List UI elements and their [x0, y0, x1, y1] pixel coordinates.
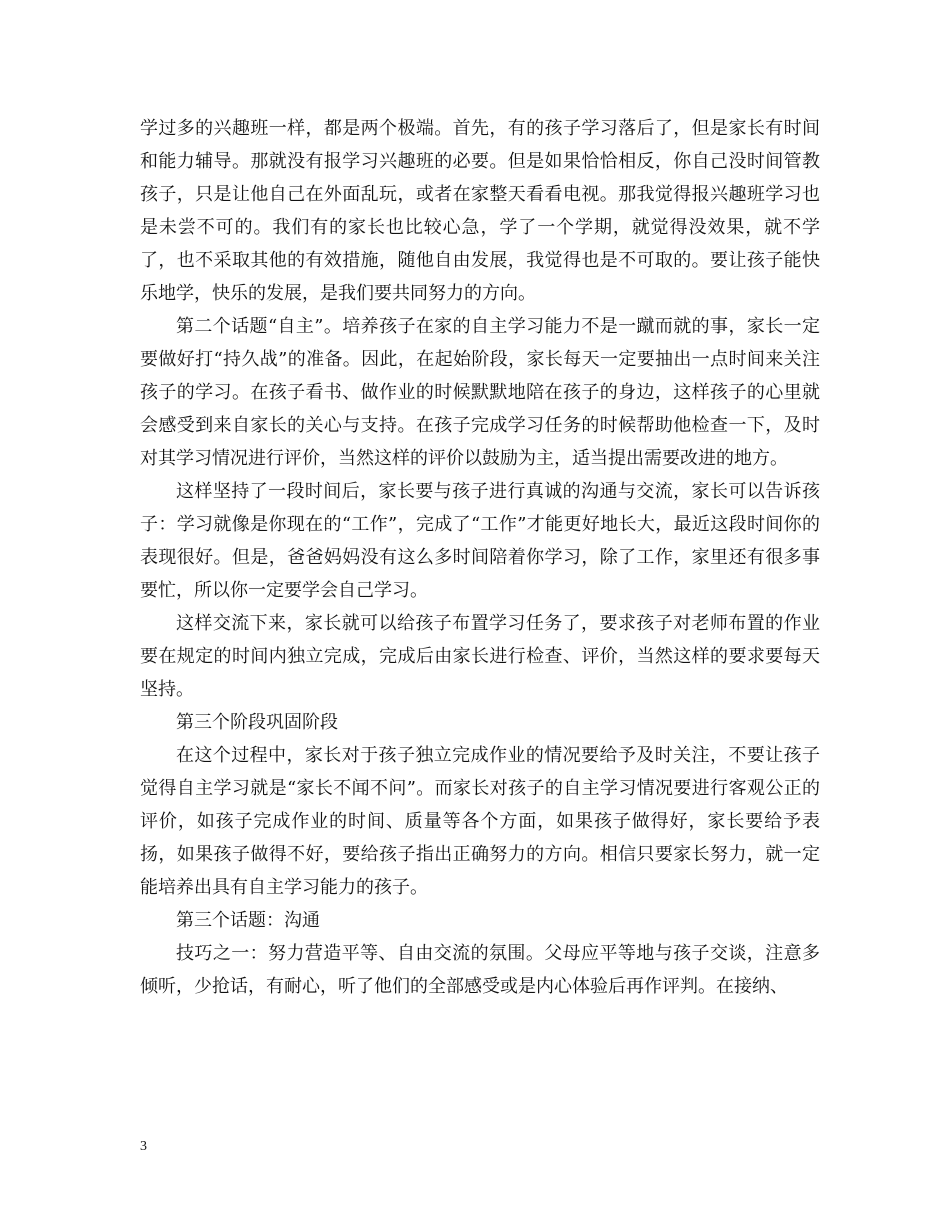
paragraph-topic-two-autonomy: 第二个话题“自主”。培养孩子在家的自主学习能力不是一蹴而就的事，家长一定要做好打“持久战”的准备。因此，在起始阶段，家长每天一定要抽出一点时间来关注孩子的学习。在孩子看书、做作业的时候默默地陪在孩子的身边，这样孩子的心里就会感受到来自家长的关心与支持。在孩子完成学习任务的时候帮助他检查一下，及时对其学习情况进行评价，当然这样的评价以鼓励为主，适当提出需要改进的地方。	[140, 316, 820, 469]
section-heading-topic-three: 第三个话题：沟通	[176, 910, 320, 931]
paragraph-continuation: 学过多的兴趣班一样，都是两个极端。首先，有的孩子学习落后了，但是家长有时间和能力辅导。那就没有报学习兴趣班的必要。但是如果恰恰相反，你自己没时间管教孩子，只是让他自己在外面乱玩，或者在家整天看看电视。那我觉得报兴趣班学习也是未尝不可的。我们有的家长也比较心急，学了一个学期，就觉得没效果，就不学了，也不采取其他的有效措施，随他自由发展，我觉得也是不可取的。要让孩子能快乐地学，快乐的发展，是我们要共同努力的方向。	[140, 118, 820, 304]
paragraph-technique-one: 技巧之一：努力营造平等、自由交流的氛围。父母应平等地与孩子交谈，注意多倾听，少抢话，有耐心，听了他们的全部感受或是内心体验后再作评判。在接纳、	[140, 943, 820, 997]
document-body	[140, 112, 820, 1003]
paragraph-communication-with-child: 这样坚持了一段时间后，家长要与孩子进行真诚的沟通与交流，家长可以告诉孩子：学习就像是你现在的“工作”，完成了“工作”才能更好地长大，最近这段时间你的表现很好。但是，爸爸妈妈没有这么多时间陪着你学习，除了工作，家里还有很多事要忙，所以你一定要学会自己学习。	[140, 481, 820, 601]
section-heading-stage-three: 第三个阶段巩固阶段	[176, 712, 338, 733]
page-number: 3	[140, 1139, 147, 1154]
paragraph-consolidation: 在这个过程中，家长对于孩子独立完成作业的情况要给予及时关注，不要让孩子觉得自主学习就是“家长不闻不问”。而家长对孩子的自主学习情况要进行客观公正的评价，如孩子完成作业的时间、质量等各个方面，如果孩子做得好，家长要给予表扬，如果孩子做得不好，要给孩子指出正确努力的方向。相信只要家长努力，就一定能培养出具有自主学习能力的孩子。	[140, 745, 820, 898]
paragraph-assign-tasks: 这样交流下来，家长就可以给孩子布置学习任务了，要求孩子对老师布置的作业要在规定的时间内独立完成，完成后由家长进行检查、评价，当然这样的要求要每天坚持。	[140, 613, 820, 700]
